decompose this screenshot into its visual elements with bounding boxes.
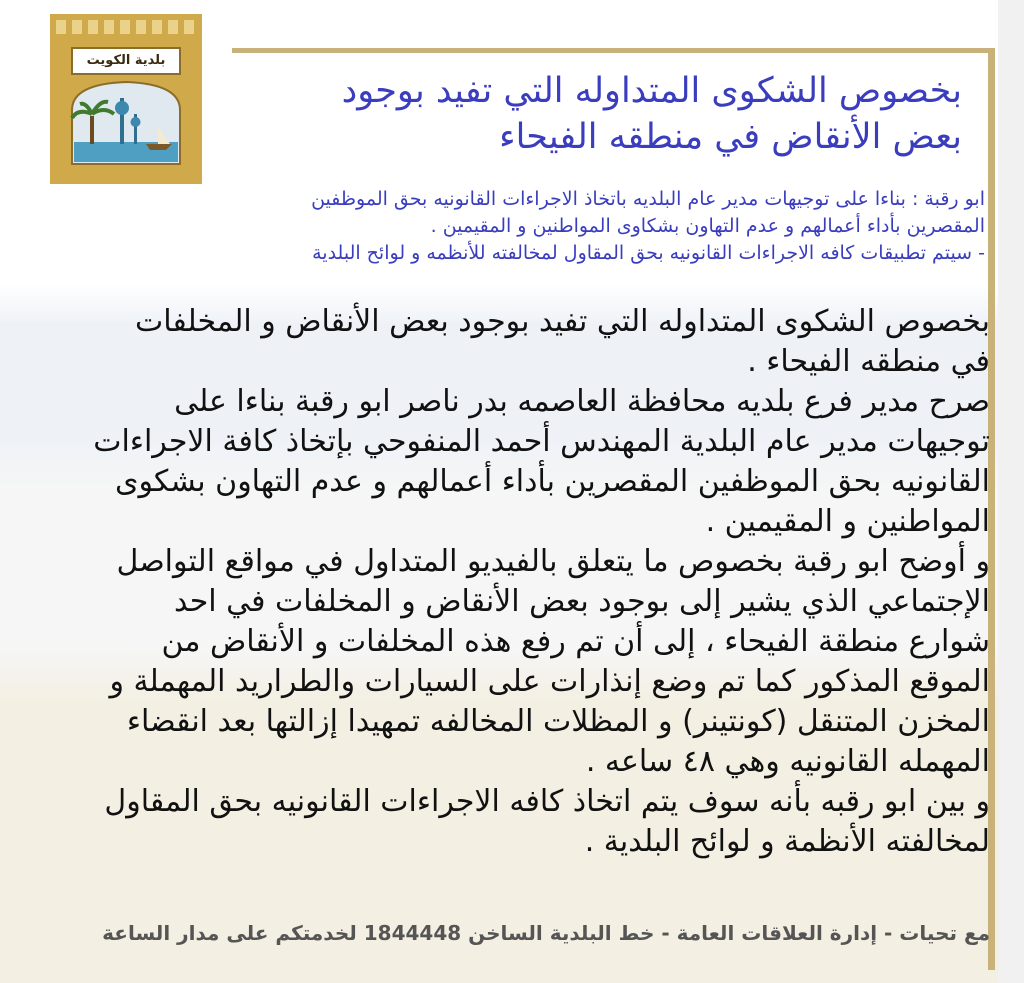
article-paragraph-4: و بين ابو رقبه بأنه سوف يتم اتخاذ كافه الاجراءات القانونيه بحق المقاول لمخالفته الأنظمة و لوائح البلدية . — [104, 784, 990, 859]
summary-line-3: - سيتم تطبيقات كافه الاجراءات القانونيه بحق المقاول لمخالفته للأنظمه و لوائح البلدية — [312, 242, 985, 264]
headline-line-2: بعض الأنقاض في منطقه الفيحاء — [499, 117, 962, 157]
article-paragraph-2: صرح مدير فرع بلديه محافظة العاصمه بدر ناصر ابو رقبة بناءا على توجيهات مدير عام البلدية المهندس أحمد المنفوحي بإتخاذ كافة الاجراءات القانونيه بحق الموظفين المقصرين بأداء أعمالهم و عدم التهاون بشكوى المواطنين و المقيمين . — [93, 384, 990, 539]
article-paragraph-1: بخصوص الشكوى المتداوله التي تفيد بوجود بعض الأنقاض و المخلفات في منطقه الفيحاء . — [135, 304, 990, 379]
footer-signature: مع تحيات - إدارة العلاقات العامة - خط البلدية الساخن 1844448 لخدمتكم على مدار الساعة — [102, 921, 990, 945]
headline-line-1: بخصوص الشكوى المتداوله التي تفيد بوجود — [341, 71, 962, 111]
frame-top-border — [232, 48, 995, 53]
summary-line-1: ابو رقبة : بناءا على توجيهات مدير عام البلديه باتخاذ الاجراءات القانونيه بحق الموظفين — [311, 188, 985, 210]
summary — [90, 186, 985, 267]
summary-line-2: المقصرين بأداء أعمالهم و عدم التهاون بشكاوى المواطنين و المقيمين . — [430, 215, 985, 237]
article-body — [90, 302, 990, 862]
kuwait-municipality-logo-icon — [50, 14, 202, 184]
headline — [230, 68, 962, 160]
article-paragraph-3: و أوضح ابو رقبة بخصوص ما يتعلق بالفيديو المتداول في مواقع التواصل الإجتماعي الذي يشير إلى بوجود بعض الأنقاض و المخلفات في احد شوارع منطقة الفيحاء ، إلى أن تم رفع هذه المخلفات و الأنقاض من الموقع المذكور كما تم وضع إنذارات على السيارات والطراريد المهملة و المخزن المتنقل (كونتينر) و المظلات المخالفه تمهيدا إزالتها بعد انقضاء المهمله القانونيه وهي ٤٨ ساعه . — [109, 544, 990, 779]
logo-label: بلدية الكويت — [86, 53, 166, 68]
right-margin-strip — [998, 0, 1024, 983]
